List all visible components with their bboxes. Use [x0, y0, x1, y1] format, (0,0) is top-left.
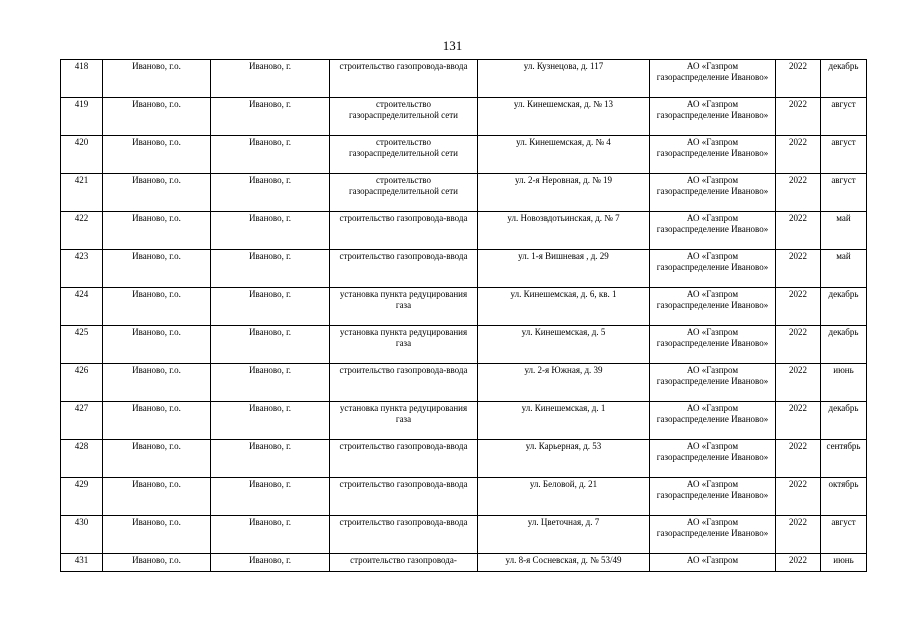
table-row — [61, 478, 867, 516]
cell-year: 2022 — [776, 98, 821, 136]
cell-row-number: 430 — [61, 516, 103, 554]
cell-month: октябрь — [821, 478, 867, 516]
cell-address: ул. Кинешемская, д. № 4 — [478, 136, 650, 174]
cell-year: 2022 — [776, 174, 821, 212]
cell-address: ул. Кинешемская, д. 1 — [478, 402, 650, 440]
table-row — [61, 326, 867, 364]
cell-district: Иваново, г.о. — [103, 326, 211, 364]
cell-organization: АО «Газпром газораспределение Иваново» — [650, 402, 776, 440]
cell-work-type: установка пункта редуцирования газа — [330, 402, 478, 440]
cell-row-number: 428 — [61, 440, 103, 478]
cell-district: Иваново, г.о. — [103, 478, 211, 516]
cell-organization: АО «Газпром газораспределение Иваново» — [650, 364, 776, 402]
cell-work-type: строительство газопровода-ввода — [330, 478, 478, 516]
cell-organization: АО «Газпром газораспределение Иваново» — [650, 288, 776, 326]
cell-settlement: Иваново, г. — [211, 60, 330, 98]
cell-organization: АО «Газпром газораспределение Иваново» — [650, 516, 776, 554]
cell-address: ул. Кинешемская, д. 6, кв. 1 — [478, 288, 650, 326]
cell-year: 2022 — [776, 212, 821, 250]
table-row — [61, 402, 867, 440]
table-row — [61, 98, 867, 136]
cell-month: декабрь — [821, 402, 867, 440]
cell-row-number: 424 — [61, 288, 103, 326]
cell-settlement: Иваново, г. — [211, 326, 330, 364]
table-row — [61, 212, 867, 250]
table-body — [61, 60, 867, 572]
table-row — [61, 288, 867, 326]
cell-row-number: 426 — [61, 364, 103, 402]
cell-year: 2022 — [776, 326, 821, 364]
cell-row-number: 419 — [61, 98, 103, 136]
cell-work-type: строительство газопровода-ввода — [330, 212, 478, 250]
cell-year: 2022 — [776, 402, 821, 440]
cell-month: август — [821, 516, 867, 554]
cell-work-type: строительство газопровода-ввода — [330, 250, 478, 288]
cell-district: Иваново, г.о. — [103, 516, 211, 554]
cell-district: Иваново, г.о. — [103, 364, 211, 402]
cell-address: ул. Цветочная, д. 7 — [478, 516, 650, 554]
cell-month: декабрь — [821, 288, 867, 326]
cell-row-number: 427 — [61, 402, 103, 440]
cell-settlement: Иваново, г. — [211, 212, 330, 250]
cell-address: ул. 2-я Неровная, д. № 19 — [478, 174, 650, 212]
cell-settlement: Иваново, г. — [211, 174, 330, 212]
cell-month: июнь — [821, 554, 867, 572]
cell-year: 2022 — [776, 516, 821, 554]
cell-month: сентябрь — [821, 440, 867, 478]
cell-settlement: Иваново, г. — [211, 554, 330, 572]
cell-row-number: 429 — [61, 478, 103, 516]
cell-year: 2022 — [776, 288, 821, 326]
cell-organization: АО «Газпром газораспределение Иваново» — [650, 212, 776, 250]
cell-month: май — [821, 212, 867, 250]
cell-year: 2022 — [776, 136, 821, 174]
cell-settlement: Иваново, г. — [211, 516, 330, 554]
table-row — [61, 60, 867, 98]
cell-settlement: Иваново, г. — [211, 250, 330, 288]
cell-organization: АО «Газпром газораспределение Иваново» — [650, 98, 776, 136]
table-row — [61, 136, 867, 174]
cell-address: ул. Карьерная, д. 53 — [478, 440, 650, 478]
table-row — [61, 516, 867, 554]
cell-work-type: строительство газопровода-ввода — [330, 440, 478, 478]
cell-row-number: 420 — [61, 136, 103, 174]
cell-district: Иваново, г.о. — [103, 98, 211, 136]
cell-month: август — [821, 174, 867, 212]
cell-month: декабрь — [821, 326, 867, 364]
cell-work-type: строительство газопровода-ввода — [330, 60, 478, 98]
cell-address: ул. 8-я Сосневская, д. № 53/49 — [478, 554, 650, 572]
cell-settlement: Иваново, г. — [211, 478, 330, 516]
cell-row-number: 421 — [61, 174, 103, 212]
cell-year: 2022 — [776, 60, 821, 98]
cell-work-type: установка пункта редуцирования газа — [330, 326, 478, 364]
table-row — [61, 250, 867, 288]
cell-row-number: 423 — [61, 250, 103, 288]
cell-row-number: 425 — [61, 326, 103, 364]
cell-address: ул. Кинешемская, д. № 13 — [478, 98, 650, 136]
cell-year: 2022 — [776, 250, 821, 288]
cell-organization: АО «Газпром газораспределение Иваново» — [650, 60, 776, 98]
cell-month: май — [821, 250, 867, 288]
cell-row-number: 418 — [61, 60, 103, 98]
cell-month: август — [821, 98, 867, 136]
cell-work-type: строительство газораспределительной сети — [330, 136, 478, 174]
cell-address: ул. 1-я Вишневая , д. 29 — [478, 250, 650, 288]
cell-district: Иваново, г.о. — [103, 288, 211, 326]
cell-row-number: 422 — [61, 212, 103, 250]
cell-month: август — [821, 136, 867, 174]
cell-year: 2022 — [776, 554, 821, 572]
cell-settlement: Иваново, г. — [211, 136, 330, 174]
cell-settlement: Иваново, г. — [211, 402, 330, 440]
cell-work-type: строительство газопровода- — [330, 554, 478, 572]
cell-address: ул. Новозвдотьинская, д. № 7 — [478, 212, 650, 250]
gas-works-table — [60, 59, 867, 572]
cell-work-type: строительство газораспределительной сети — [330, 174, 478, 212]
cell-district: Иваново, г.о. — [103, 554, 211, 572]
cell-work-type: строительство газопровода-ввода — [330, 364, 478, 402]
cell-settlement: Иваново, г. — [211, 288, 330, 326]
cell-district: Иваново, г.о. — [103, 402, 211, 440]
cell-organization: АО «Газпром газораспределение Иваново» — [650, 250, 776, 288]
table-row — [61, 174, 867, 212]
cell-month: декабрь — [821, 60, 867, 98]
cell-work-type: установка пункта редуцирования газа — [330, 288, 478, 326]
cell-district: Иваново, г.о. — [103, 174, 211, 212]
cell-organization: АО «Газпром газораспределение Иваново» — [650, 478, 776, 516]
cell-district: Иваново, г.о. — [103, 250, 211, 288]
cell-district: Иваново, г.о. — [103, 136, 211, 174]
cell-work-type: строительство газораспределительной сети — [330, 98, 478, 136]
cell-district: Иваново, г.о. — [103, 440, 211, 478]
cell-organization: АО «Газпром газораспределение Иваново» — [650, 326, 776, 364]
cell-settlement: Иваново, г. — [211, 364, 330, 402]
table-row — [61, 554, 867, 572]
cell-organization: АО «Газпром — [650, 554, 776, 572]
cell-month: июнь — [821, 364, 867, 402]
cell-settlement: Иваново, г. — [211, 440, 330, 478]
cell-organization: АО «Газпром газораспределение Иваново» — [650, 440, 776, 478]
cell-work-type: строительство газопровода-ввода — [330, 516, 478, 554]
cell-address: ул. Кинешемская, д. 5 — [478, 326, 650, 364]
cell-year: 2022 — [776, 440, 821, 478]
cell-organization: АО «Газпром газораспределение Иваново» — [650, 136, 776, 174]
cell-address: ул. Беловой, д. 21 — [478, 478, 650, 516]
table-row — [61, 440, 867, 478]
cell-settlement: Иваново, г. — [211, 98, 330, 136]
cell-district: Иваново, г.о. — [103, 60, 211, 98]
cell-row-number: 431 — [61, 554, 103, 572]
cell-address: ул. Кузнецова, д. 117 — [478, 60, 650, 98]
page-number: 131 — [442, 38, 463, 53]
cell-district: Иваново, г.о. — [103, 212, 211, 250]
cell-year: 2022 — [776, 478, 821, 516]
cell-year: 2022 — [776, 364, 821, 402]
table-row — [61, 364, 867, 402]
cell-address: ул. 2-я Южная, д. 39 — [478, 364, 650, 402]
cell-organization: АО «Газпром газораспределение Иваново» — [650, 174, 776, 212]
